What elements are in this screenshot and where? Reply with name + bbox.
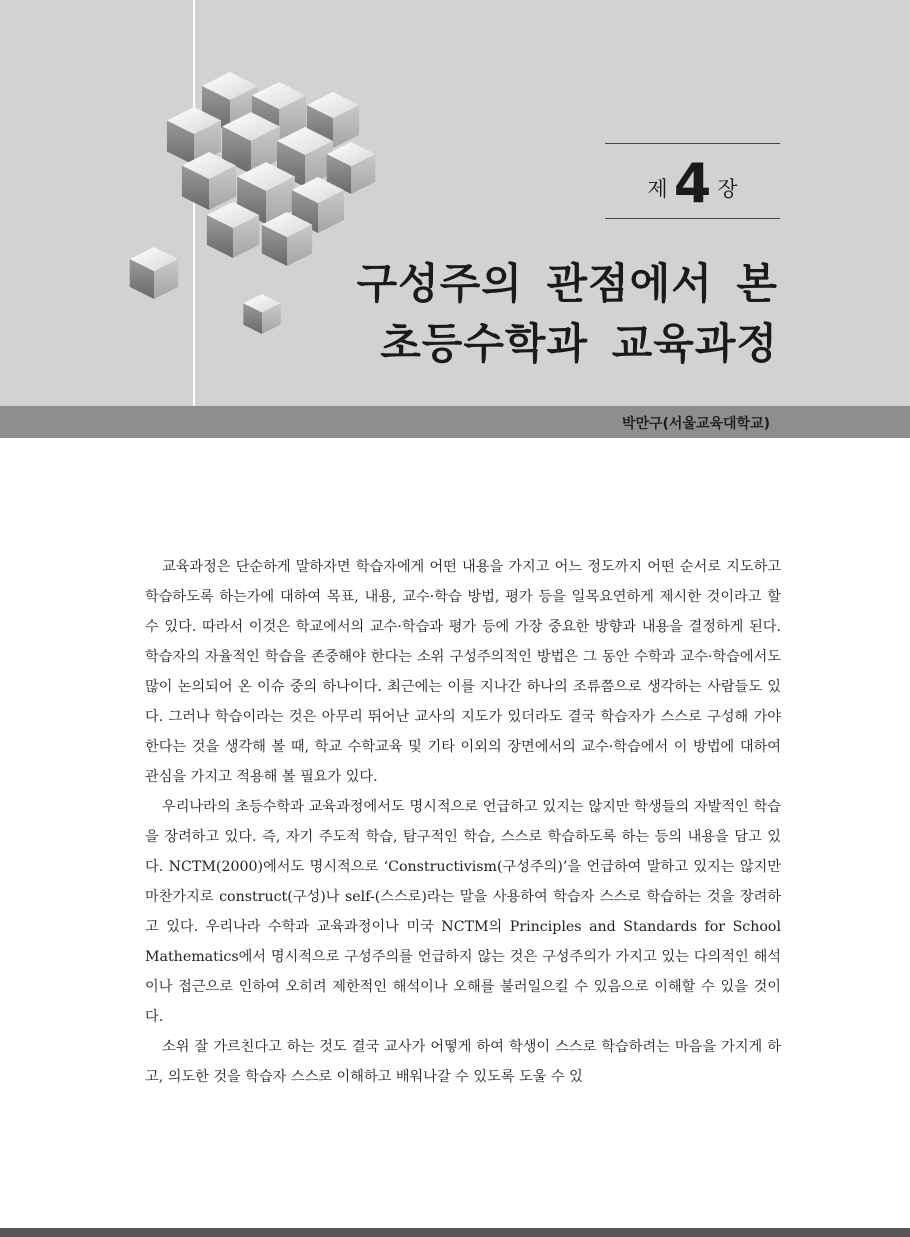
chapter-number: 4 [673, 152, 712, 215]
body-text [145, 552, 781, 1092]
chapter-label [605, 152, 780, 215]
title-line-1: 구성주의 관점에서 본 [356, 259, 778, 308]
author-name: 박만구(서울교육대학교) [621, 416, 770, 432]
paragraph: 교육과정은 단순하게 말하자면 학습자에게 어떤 내용을 가지고 어느 정도까지 어떤 순서로 지도하고 학습하도록 하는가에 대하여 목표, 내용, 교수·학습 방법, 평가 등을 일목요연하게 제시한 것이라고 할 수 있다. 따라서 이것은 학교에서의 교수·학습과 평가 등에 가장 중요한 방향과 내용을 결정하게 된다. 학습자의 자율적인 학습을 존중해야 한다는 소위 구성주의적인 방법은 그 동안 수학과 교수·학습에서도 많이 논의되어 온 이슈 중의 하나이다. 최근에는 이를 지나간 하나의 조류쯤으로 생각하는 사람들도 있다. 그러나 학습이라는 것은 아무리 뛰어난 교사의 지도가 있더라도 결국 학습자가 스스로 구성해 가야 한다는 것을 생각해 볼 때, 학교 수학교육 및 기타 이외의 장면에서의 교수·학습에서 이 방법에 대하여 관심을 가지고 적용해 볼 필요가 있다. [145, 559, 781, 785]
chapter-rule-bottom [605, 218, 780, 219]
title-line-2: 초등수학과 교육과정 [380, 319, 778, 368]
paragraph: 소위 잘 가르친다고 하는 것도 결국 교사가 어떻게 하여 학생이 스스로 학습하려는 마음을 가지게 하고, 의도한 것을 학습자 스스로 이해하고 배워나갈 수 있도록 도울 수 있 [145, 1039, 781, 1085]
chapter-title [357, 254, 778, 374]
chapter-rule-top [605, 143, 780, 144]
chapter-header [0, 0, 910, 438]
chapter-suffix: 장 [717, 177, 738, 201]
chapter-prefix: 제 [647, 177, 668, 201]
paragraph: 우리나라의 초등수학과 교육과정에서도 명시적으로 언급하고 있지는 않지만 학생들의 자발적인 학습을 장려하고 있다. 즉, 자기 주도적 학습, 탐구적인 학습, 스스로 학습하도록 하는 등의 내용을 담고 있다. NCTM(2000)에서도 명시적으로 ‘Constructivism(구성주의)’을 언급하여 말하고 있지는 않지만 마찬가지로 construct(구성)나 self-(스스로)라는 말을 사용하여 학습자 스스로 학습하는 것을 장려하고 있다. 우리나라 수학과 교육과정이나 미국 NCTM의 Principles and Standards for School Mathematics에서 명시적으로 구성주의를 언급하지 않는 것은 구성주의가 가지고 있는 다의적인 해석이나 접근으로 인하여 오히려 제한적인 해석이나 오해를 불러일으킬 수 있음으로 이해할 수 있을 것이다. [145, 799, 781, 1025]
author-bar [0, 406, 910, 438]
footer-bar [0, 1228, 910, 1237]
